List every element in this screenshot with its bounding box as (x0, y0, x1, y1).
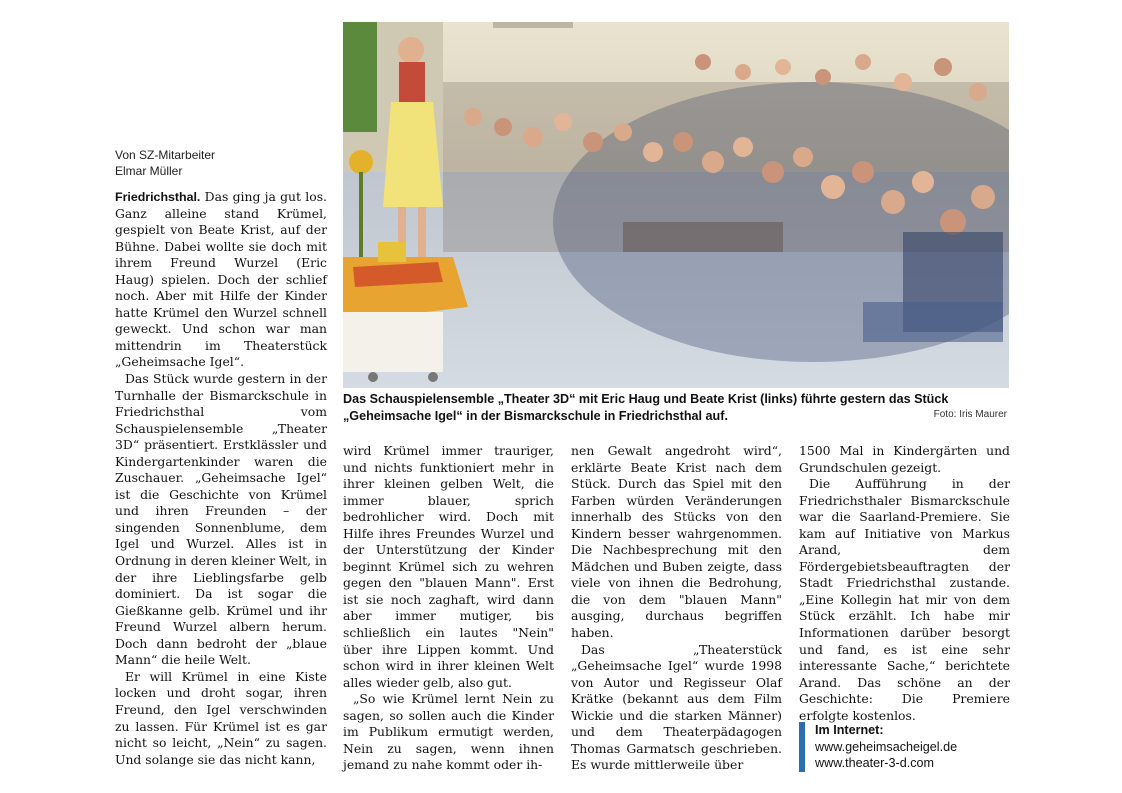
internet-heading: Im Internet: (815, 723, 884, 737)
internet-box (799, 722, 1014, 772)
article-paragraph (115, 189, 327, 371)
website-link[interactable]: www.theater-3-d.com (815, 756, 934, 770)
dateline: Friedrichsthal. (115, 190, 201, 204)
website-link[interactable]: www.geheimsacheigel.de (815, 739, 958, 754)
lead-text: Das ging ja gut los. Ganz alleine stand Krümel, gespielt von Beate Krist, auf der Bühne. Dabei wollte sie doch mit ihrem Freund Wurzel (Eric Haug) spielen. Doch der schlief noch. Aber mit Hilfe der Kinder hatte Krümel den Wurzel schnell geweckt. Und schon war man mittendrin im Theaterstück „Geheimsache Igel“. (115, 189, 327, 370)
photo-illustration (343, 22, 1009, 388)
photo-caption: Das Schauspielensemble „Theater 3D“ mit Eric Haug und Beate Krist (links) führte gestern das Stück „Geheimsache Igel“ in der Bismarckschule in Friedrichsthal auf. (343, 392, 949, 423)
article-paragraph: Das Stück wurde gestern in der Turnhalle der Bismarckschule in Friedrichsthal vom Schauspielensemble „Theater 3D“ präsentiert. Erstklässler und Kindergartenkinder waren die Zuschauer. „Geheimsache Igel“ ist die Geschichte von Krümel und ihren Freunden – der singenden Sonnenblume, dem Igel und Wurzel. Alles ist in Ordnung in deren kleiner Welt, in der ihre Lieblingsfarbe gelb dominiert. Da ist sogar die Gießkanne gelb. Krümel und ihr Freund Wurzel albern herum. Doch dann bedroht der „blaue Mann“ die heile Welt. (115, 371, 327, 668)
article-paragraph: Das „Theaterstück „Geheimsache Igel“ wurde 1998 von Autor und Regisseur Olaf Krätke (bekannt aus dem Film Wickie und die starken Männer) und dem Theaterpädagogen Thomas Garmatsch geschrieben. Es wurde mittlerweile über (571, 641, 782, 773)
article-column-1 (115, 189, 327, 768)
article-paragraph: Die Aufführung in der Friedrichsthaler Bismarckschule war die Saarland-Premiere. Sie kam auf Initiative von Markus Arand, dem Fördergebietsbeauftragten der Stadt Friedrichsthal zustande. „Eine Kollegin hat mir von dem Stück erzählt. Ich habe mir Informationen darüber besorgt und fand, es ist eine sehr interessante Sache,“ berichtete Arand. Das schöne an der Geschichte: Die Premiere erfolgte kostenlos. (799, 476, 1010, 723)
article-photo (343, 22, 1009, 388)
article-paragraph: nen Gewalt angedroht wird“, erklärte Beate Krist nach dem Stück. Durch das Spiel mit den Farben würden Veränderungen innerhalb des Stücks von den Kindern besser wahrgenommen. Die Nachbesprechung mit den Mädchen und Buben zeigte, dass viele von ihnen die Bedrohung, die von dem "blauen Mann" ausging, durchaus begriffen haben. (571, 443, 782, 641)
article-paragraph: Er will Krümel in eine Kiste locken und droht sogar, ihren Freund, den Igel verschwinden zu lassen. Für Krümel ist es gar nicht so leicht, „Nein“ zu sagen. Und solange sie das nicht kann, (115, 668, 327, 767)
photo-credit: Foto: Iris Maurer (933, 409, 1007, 420)
byline-author: Elmar Müller (115, 164, 183, 178)
article-column-3 (571, 443, 782, 774)
article-paragraph: wird Krümel immer trauriger, und nichts funktioniert mehr in ihrer kleinen gelben Welt, die immer blauer, sprich bedrohlicher wird. Doch mit Hilfe ihres Freundes Wurzel und der Unterstützung der Kinder beginnt Krümel sich zu wehren gegen den "blauen Mann". Erst ist sie noch zaghaft, wird dann aber immer mutiger, bis schließlich ein lautes "Nein" über ihre Lippen kommt. Und schon wird in ihrer kleinen Welt alles wieder gelb, also gut. (343, 443, 554, 690)
article-column-4 (799, 443, 1010, 724)
byline-role: Von SZ-Mitarbeiter (115, 148, 216, 162)
article-paragraph: „So wie Krümel lernt Nein zu sagen, so sollen auch die Kinder im Publikum ermutigt werden, Nein zu sagen, wenn ihnen jemand zu nahe kommt oder ih- (343, 691, 554, 773)
article-column-2 (343, 443, 554, 774)
article-paragraph: 1500 Mal in Kindergärten und Grundschulen gezeigt. (799, 443, 1010, 475)
byline (115, 147, 335, 179)
